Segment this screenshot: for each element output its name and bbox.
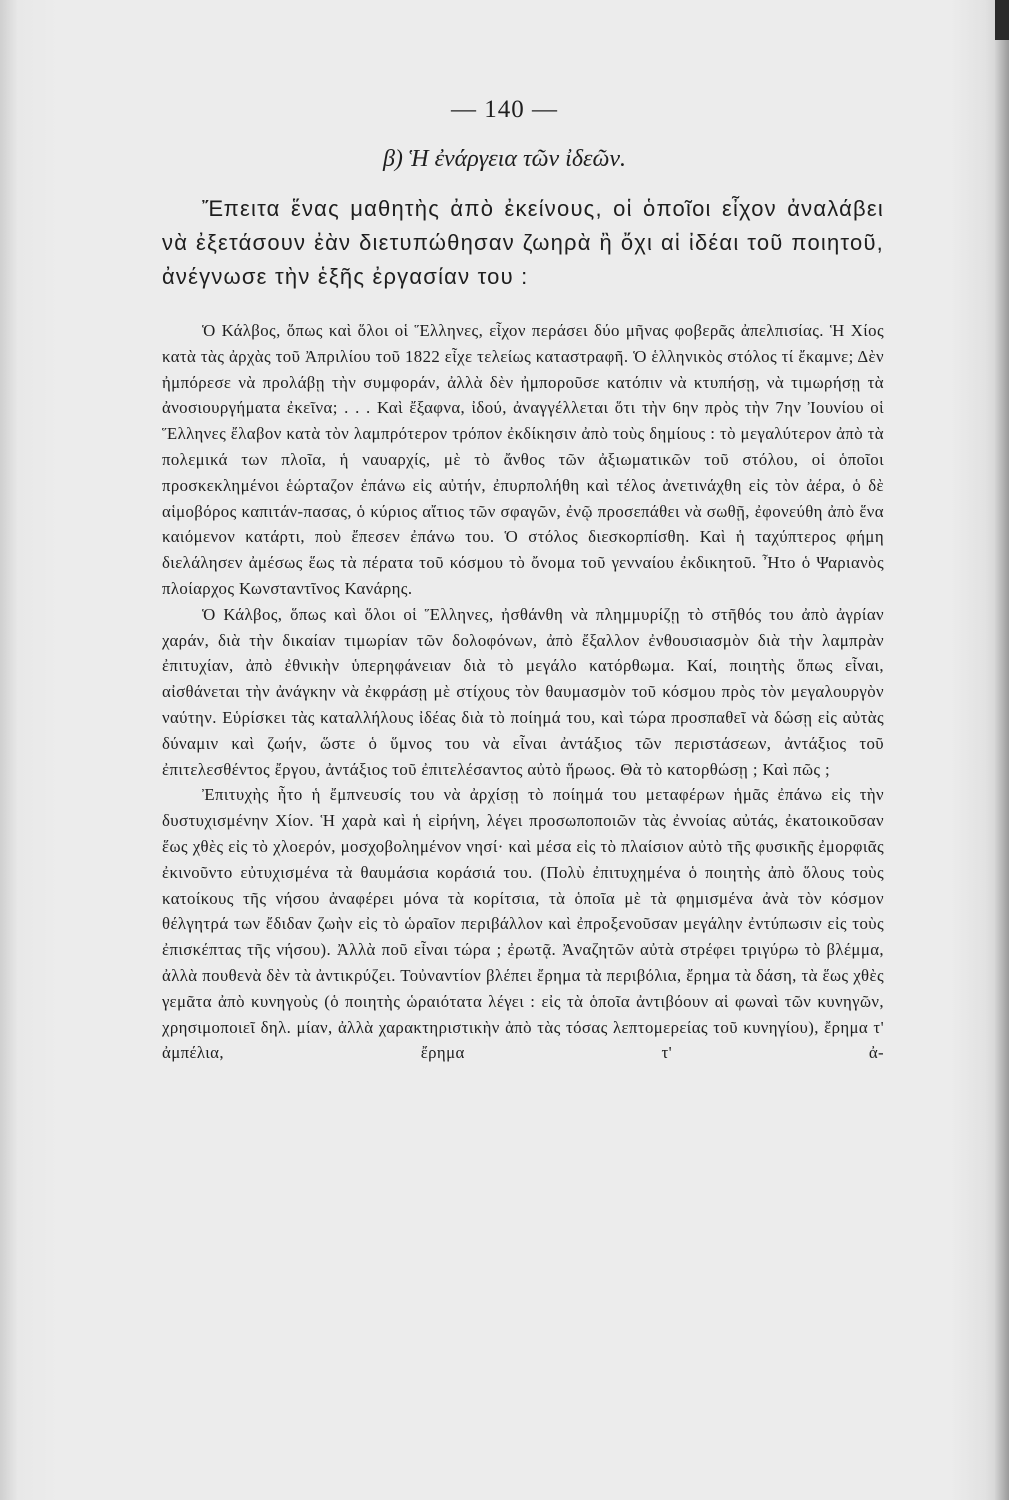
intro-paragraph: Ἔπειτα ἕνας μαθητὴς ἀπὸ ἐκείνους, οἱ ὁποῖοι εἶχον ἀναλάβει νὰ ἐξετάσουν ἐὰν διετυπώθησαν ζωηρὰ ἢ ὄχι αἱ ἰδέαι τοῦ ποιητοῦ, ἀνέγνωσε τὴν ἑξῆς ἐργασίαν του :: [162, 196, 884, 289]
edge-mark: [995, 0, 1009, 40]
page-number: — 140 —: [451, 96, 558, 123]
essay-paragraph-2: Ὁ Κάλβος, ὅπως καὶ ὅλοι οἱ Ἕλληνες, ἠσθάνθη νὰ πλημμυρίζῃ τὸ στῆθός του ἀπὸ ἀγρίαν χαράν, διὰ τὴν δικαίαν τιμωρίαν τῶν δολοφόνων, ἀπὸ ἔξαλλον ἐνθουσιασμὸν διὰ τὴν λαμπρὰν ἐπιτυχίαν, ἀπὸ ἐθνικὴν ὑπερηφάνειαν διὰ τὸ μεγάλο κατόρθωμα. Καί, ποιητὴς ὅπως εἶναι, αἰσθάνεται τὴν ἀνάγκην νὰ ἐκφράσῃ μὲ στίχους τὸν θαυμασμὸν τοῦ κόσμου πρὸς τὸν μεγαλουργὸν ναύτην. Εὑρίσκει τὰς καταλλήλους ἰδέας διὰ τὸ ποίημά του, καὶ τώρα προσπαθεῖ νὰ δώσῃ εἰς αὐτὰς δύναμιν καὶ ζωήν, ὥστε ὁ ὕμνος του νὰ εἶναι ἀντάξιος τῶν περιστάσεων, ἀντάξιος τοῦ ἐπιτελεσθέντος ἔργου, ἀντάξιος τοῦ ἐπιτελέσαντος αὐτὸ ἥρωος. Θὰ τὸ κατορθώσῃ ; Καὶ πῶς ;: [162, 604, 884, 779]
essay-paragraph-3: Ἐπιτυχὴς ἦτο ἡ ἔμπνευσίς του νὰ ἀρχίσῃ τὸ ποίημά του μεταφέρων ἡμᾶς ἐπάνω εἰς τὴν δυστυχισμένην Χίον. Ἡ χαρὰ καὶ ἡ εἰρήνη, λέγει προσωποποιῶν τὰς ἐννοίας αὐτάς, ἐκατοικοῦσαν ἕως χθὲς εἰς τὸ χλοερόν, μοσχοβολημένον νησί· καὶ μέσα εἰς τὸ πλαίσιον αὐτὸ τῆς φυσικῆς ἐμορφιᾶς ἐκινοῦντο εὐτυχισμένα τὰ θαυμάσια κοράσιά του. (Πολὺ ἐπιτυχημένα ὁ ποιητὴς ἀπὸ ὅλους τοὺς κατοίκους τῆς νήσου ἀναφέρει μόνα τὰ κορίτσια, τὰ ὁποῖα μὲ τὰ φημισμένα ἀνὰ τὸν κόσμον θέλγητρά των ἔδιδαν ζωὴν εἰς τὸ ὡραῖον περιβάλλον καὶ ἐπροξενοῦσαν μεγάλην ἐντύπωσιν εἰς τοὺς ἐπισκέπτας τῆς νήσου). Ἀλλὰ ποῦ εἶναι τώρα ; ἐρωτᾷ. Ἀναζητῶν αὐτὰ στρέφει τριγύρω τὸ βλέμμα, ἀλλὰ πουθενὰ δὲν τὰ ἀντικρύζει. Τοὐναντίον βλέπει ἔρημα τὰ περιβόλια, ἔρημα τὰ δάση, τὰ ἕως χθὲς γεμᾶτα ἀπὸ κυνηγοὺς (ὁ ποιητὴς ὡραιότατα λέγει : εἰς τὰ ὁποῖα ἀντιβόουν αἱ φωναὶ τῶν κυνηγῶν, χρησιμοποιεῖ δηλ. μίαν, ἀλλὰ χαρακτηριστικὴν ἀπὸ τὰς τόσας λεπτομερείας τοῦ κυνηγίου), ἔρημα τ' ἀμπέλια, ἔρημα τ' ἀ-: [162, 785, 884, 1063]
essay-paragraph-1: Ὁ Κάλβος, ὅπως καὶ ὅλοι οἱ Ἕλληνες, εἶχον περάσει δύο μῆνας φοβερᾶς ἀπελπισίας. Ἡ Χίος κατὰ τὰς ἀρχὰς τοῦ Ἀπριλίου τοῦ 1822 εἶχε τελείως καταστραφῆ. Ὁ ἑλληνικὸς στόλος τί ἔκαμνε; Δὲν ἠμπόρεσε νὰ προλάβῃ τὴν συμφοράν, ἀλλὰ δὲν ἠμποροῦσε κατόπιν νὰ κτυπήσῃ, νὰ τιμωρήσῃ τὰ ἀνοσιουργήματα ἐκεῖνα; . . . Καὶ ἔξαφνα, ἰδού, ἀναγγέλλεται ὅτι τὴν 6ην πρὸς τὴν 7ην Ἰουνίου οἱ Ἕλληνες ἔλαβον κατὰ τὸν λαμπρότερον τρόπον ἐκδίκησιν ἀπὸ τοὺς δημίους : τὸ μεγαλύτερον ἀπὸ τὰ πολεμικά των πλοῖα, ἡ ναυαρχίς, μὲ τὸ ἄνθος τῶν ἀξιωματικῶν τοῦ στόλου, οἱ ὁποῖοι προσκεκλημένοι ἑώρταζον ἐπάνω εἰς αὐτήν, ἐπυρπολήθη καὶ τέλος ἀνετινάχθη εἰς τὸν ἀέρα, ὁ δὲ αἱμοβόρος καπιτάν-πασας, ὁ κύριος αἴτιος τῶν σφαγῶν, ἐνῷ προσεπάθει νὰ σωθῇ, ἐφονεύθη ἀπὸ ἕνα καιόμενον κατάρτι, ποὺ ἔπεσεν ἐπάνω του. Ὁ στόλος διεσκορπίσθη. Καὶ ἡ ταχύπτερος φήμη διελάλησεν ἀμέσως ἕως τὰ πέρατα τοῦ κόσμου τὸ ὄνομα τοῦ γενναίου ἐκδικητοῦ. Ἦτο ὁ Ψαριανὸς πλοίαρχος Κωνσταντῖνος Κανάρης.: [162, 321, 884, 598]
essay-body: [162, 318, 884, 1066]
section-title: β) Ἡ ἐνάργεια τῶν ἰδεῶν.: [382, 146, 627, 172]
page-edge: [995, 0, 1009, 1500]
